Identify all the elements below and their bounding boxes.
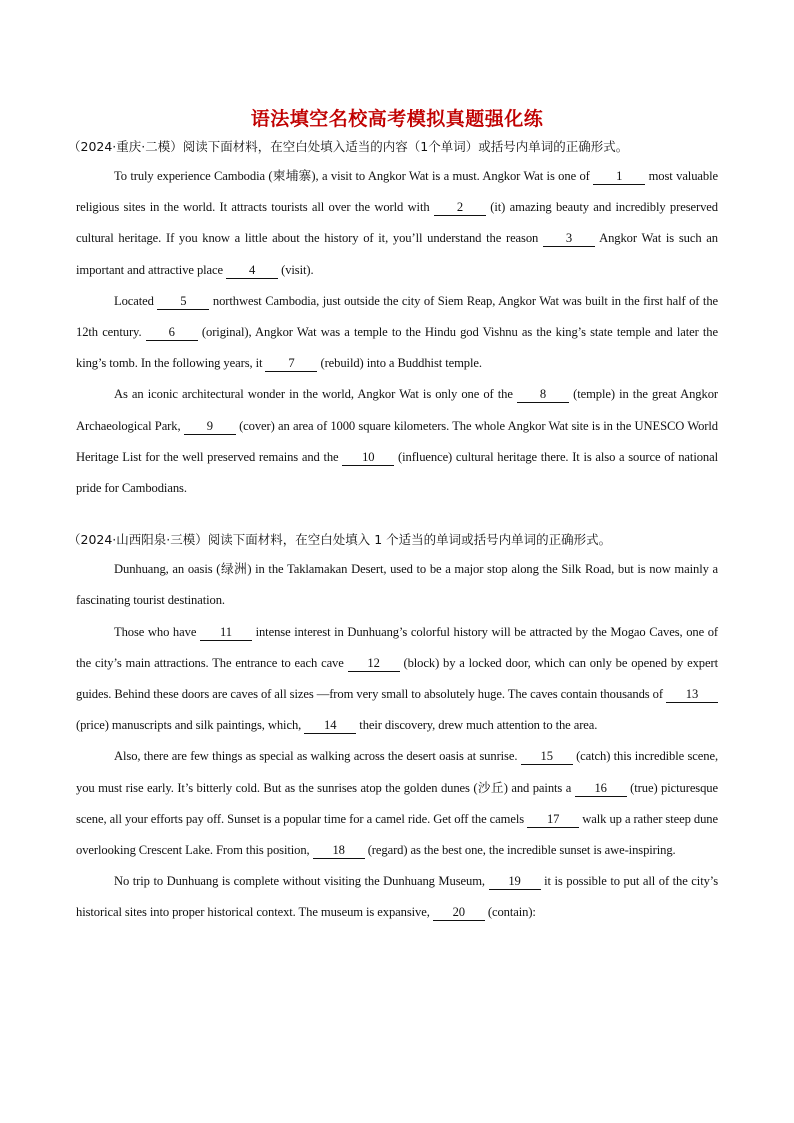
text: To truly experience Cambodia (柬埔寨), a visit to Angkor Wat is a must. Angkor Wat is one of bbox=[114, 169, 594, 183]
blank-9[interactable]: 9 bbox=[184, 418, 236, 435]
blank-4[interactable]: 4 bbox=[226, 262, 278, 279]
blank-7[interactable]: 7 bbox=[265, 355, 317, 372]
text: No trip to Dunhuang is complete without visiting the Dunhuang Museum, bbox=[114, 874, 489, 889]
text: northwest Cambodia, just outside the city of Siem Reap, Angkor Wat was built in the first half of the 12th century. bbox=[76, 293, 719, 340]
text: (rebuild) into a Buddhist temple. bbox=[317, 356, 482, 371]
blank-15[interactable]: 15 bbox=[521, 748, 573, 765]
text: Located bbox=[114, 293, 158, 308]
text: (true) picturesque scene, all your efforts pay off. Sunset is a popular time for a camel ride. Get off the camels bbox=[76, 780, 718, 826]
blank-5[interactable]: 5 bbox=[157, 293, 209, 310]
blank-17[interactable]: 17 bbox=[527, 811, 579, 828]
text: (price) manuscripts and silk paintings, which, bbox=[76, 718, 305, 733]
section2-instruction: （2024·山西阳泉·三模）阅读下面材料，在空白处填入 1 个适当的单词或括号内单词的正确形式。 bbox=[68, 532, 612, 548]
blank-13[interactable]: 13 bbox=[666, 686, 718, 703]
blank-8[interactable]: 8 bbox=[517, 386, 569, 403]
text: (temple) in the great Angkor Archaeological Park, bbox=[76, 387, 718, 433]
text: (original), Angkor Wat was a temple to the Hindu god Vishnu as the king’s state temple and later the king’s tomb. In the following years, it bbox=[76, 325, 718, 371]
section1-paragraph-3 bbox=[76, 379, 718, 504]
text: (cover) an area of 1000 square kilometers. The whole Angkor Wat site is in the UNESCO World Heritage List for the well preserved remains and the bbox=[76, 418, 718, 464]
text: Dunhuang, an oasis (绿洲) in the Taklamakan Desert, used to be a major stop along the Silk Road, but is now mainly a fascinating tourist destination. bbox=[76, 562, 718, 608]
section-gap bbox=[76, 504, 718, 524]
section1-instruction: （2024·重庆·二模）阅读下面材料，在空白处填入适当的内容（1个单词）或括号内单词的正确形式。 bbox=[68, 139, 629, 154]
blank-20[interactable]: 20 bbox=[433, 904, 485, 921]
text: As an iconic architectural wonder in the world, Angkor Wat is only one of the bbox=[114, 387, 517, 402]
text: (catch) this incredible scene, you must rise early. It’s bitterly cold. But as the sunrises atop the golden dunes (沙丘) and paints a bbox=[76, 749, 718, 795]
text: (influence) cultural heritage there. It is also a source of national pride for Cambodians. bbox=[76, 449, 719, 496]
text: (visit). bbox=[278, 262, 314, 277]
page-title: 语法填空名校高考模拟真题强化练 bbox=[250, 108, 544, 130]
section2-paragraph-4 bbox=[76, 866, 718, 928]
section1-paragraph-1 bbox=[76, 161, 718, 286]
section2-paragraph-1 bbox=[76, 554, 718, 616]
text: walk up a rather steep dune overlooking Crescent Lake. From this position, bbox=[76, 811, 718, 858]
blank-16[interactable]: 16 bbox=[575, 780, 627, 797]
text: (it) amazing beauty and incredibly preserved cultural heritage. If you know a little about the history of it, you’ll understand the reason bbox=[76, 200, 718, 246]
blank-3[interactable]: 3 bbox=[543, 230, 595, 247]
blank-14[interactable]: 14 bbox=[304, 717, 356, 734]
text: (regard) as the best one, the incredible sunset is awe-inspiring. bbox=[364, 843, 676, 858]
blank-6[interactable]: 6 bbox=[146, 324, 198, 341]
text: it is possible to put all of the city’s historical sites into proper historical context. The museum is expansive, bbox=[76, 874, 718, 920]
blank-1[interactable]: 1 bbox=[593, 168, 645, 185]
section2-paragraph-3 bbox=[76, 741, 718, 866]
text: Also, there are few things as special as walking across the desert oasis at sunrise. bbox=[114, 749, 521, 764]
section1-paragraph-2 bbox=[76, 286, 718, 380]
document-page bbox=[68, 100, 719, 929]
blank-12[interactable]: 12 bbox=[348, 655, 400, 672]
text: Those who have bbox=[114, 624, 200, 639]
blank-11[interactable]: 11 bbox=[200, 624, 252, 641]
blank-19[interactable]: 19 bbox=[489, 873, 541, 890]
blank-2[interactable]: 2 bbox=[434, 199, 486, 216]
text: intense interest in Dunhuang’s colorful history will be attracted by the Mogao Caves, one of the city’s main attractions. The entrance to each cave bbox=[76, 624, 719, 670]
text: (contain): bbox=[484, 905, 536, 920]
section2-paragraph-2 bbox=[76, 617, 718, 742]
text: their discovery, drew much attention to the area. bbox=[356, 718, 598, 733]
text: Angkor Wat is such an important and attractive place bbox=[76, 231, 718, 277]
text: (block) by a locked door, which can only be opened by expert guides. Behind these doors are caves of all sizes —from very small to absolutely huge. The caves contain thousands of bbox=[76, 655, 718, 702]
blank-10[interactable]: 10 bbox=[342, 449, 394, 466]
blank-18[interactable]: 18 bbox=[313, 842, 365, 859]
text: most valuable religious sites in the world. It attracts tourists all over the world with bbox=[76, 169, 718, 215]
